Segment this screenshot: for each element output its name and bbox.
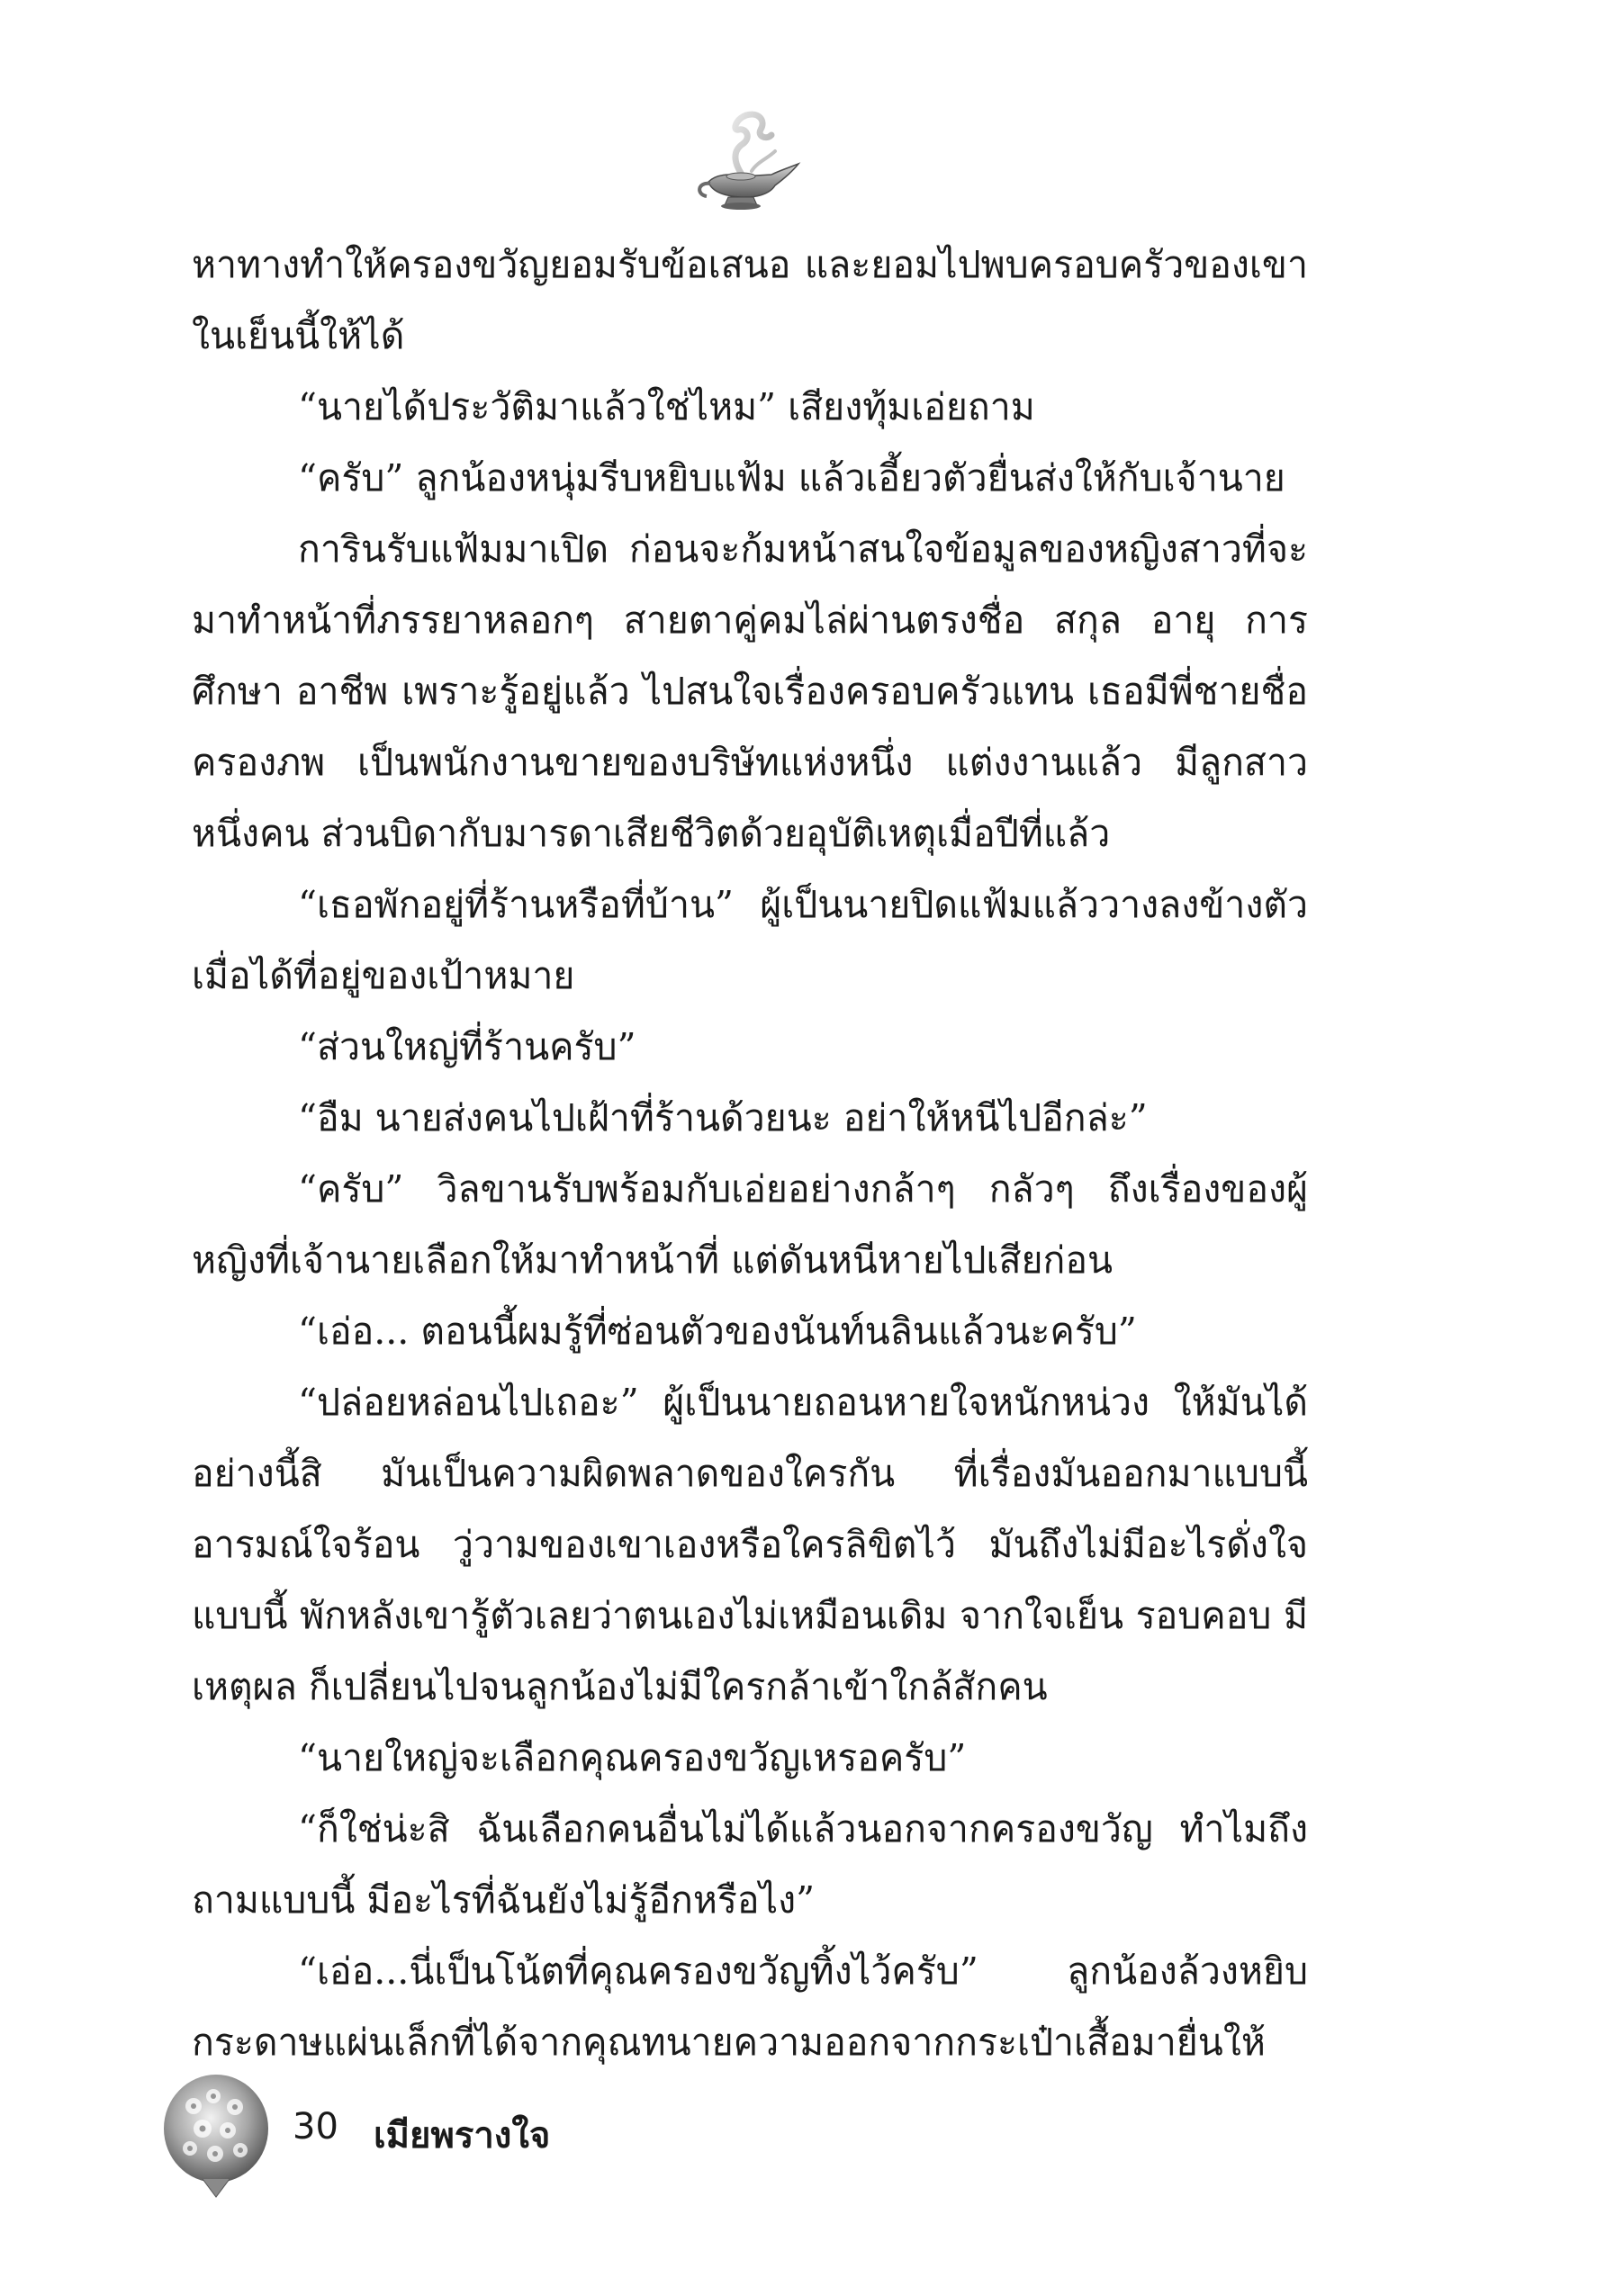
paragraph: “ครับ” วิลขานรับพร้อมกับเอ่ยอย่างกล้าๆ กลัวๆ ถึงเรื่องของผู้หญิงที่เจ้านายเลือกให้มาทำหน้าที่ แต่ดันหนีหายไปเสียก่อน <box>192 1167 1308 1282</box>
paragraph: “เธอพักอยู่ที่ร้านหรือที่บ้าน” ผู้เป็นนายปิดแฟ้มแล้ววางลงข้างตัวเมื่อได้ที่อยู่ของเป้าหมาย <box>192 883 1308 997</box>
paragraph: “เอ่อ... ตอนนี้ผมรู้ที่ซ่อนตัวของนันท์นลินแล้วนะครับ” <box>298 1310 1137 1353</box>
paragraph: “นายได้ประวัติมาแล้วใช่ไหม” เสียงทุ้มเอ่ยถาม <box>298 385 1035 428</box>
book-title: เมียพรางใจ <box>374 2115 551 2156</box>
flower-bouquet-icon <box>158 2066 275 2201</box>
paragraph: “อืม นายส่งคนไปเฝ้าที่ร้านด้วยนะ อย่าให้หนีไปอีกล่ะ” <box>298 1096 1148 1139</box>
paragraph: “ส่วนใหญ่ที่ร้านครับ” <box>298 1025 636 1068</box>
paragraph: หาทางทำให้ครองขวัญยอมรับข้อเสนอ และยอมไปพบครอบครัวของเขาในเย็นนี้ให้ได้ <box>192 243 1308 357</box>
paragraph: การินรับแฟ้มมาเปิด ก่อนจะก้มหน้าสนใจข้อมูลของหญิงสาวที่จะมาทำหน้าที่ภรรยาหลอกๆ สายตาคู่คมไล่ผ่านตรงชื่อ สกุล อายุ การศึกษา อาชีพ เพราะรู้อยู่แล้ว ไปสนใจเรื่องครอบครัวแทน เธอมีพี่ชายชื่อครองภพ เป็นพนักงานขายของบริษัทแห่งหนึ่ง แต่งงานแล้ว มีลูกสาวหนึ่งคน ส่วนบิดากับมารดาเสียชีวิตด้วยอุบัติเหตุเมื่อปีที่แล้ว <box>192 527 1308 855</box>
paragraph: “เอ่อ...นี่เป็นโน้ตที่คุณครองขวัญทิ้งไว้ครับ” ลูกน้องล้วงหยิบกระดาษแผ่นเล็กที่ได้จากคุณทนายความออกจากกระเป๋าเสื้อมายื่นให้ <box>192 1949 1308 2064</box>
page-footer <box>158 2066 788 2201</box>
paragraph: “นายใหญ่จะเลือกคุณครองขวัญเหรอครับ” <box>298 1736 967 1779</box>
paragraph: “ครับ” ลูกน้องหนุ่มรีบหยิบแฟ้ม แล้วเอี้ยวตัวยื่นส่งให้กับเจ้านาย <box>298 456 1285 500</box>
genie-lamp-icon <box>689 108 806 216</box>
page-number: 30 <box>293 2106 338 2147</box>
body-text <box>192 230 1308 2078</box>
paragraph: “ปล่อยหล่อนไปเถอะ” ผู้เป็นนายถอนหายใจหนักหน่วง ให้มันได้อย่างนี้สิ มันเป็นความผิดพลาดของใครกัน ที่เรื่องมันออกมาแบบนี้ อารมณ์ใจร้อน วู่วามของเขาเองหรือใครลิขิตไว้ มันถึงไม่มีอะไรดั่งใจแบบนี้ พักหลังเขารู้ตัวเลยว่าตนเองไม่เหมือนเดิม จากใจเย็น รอบคอบ มีเหตุผล ก็เปลี่ยนไปจนลูกน้องไม่มีใครกล้าเข้าใกล้สักคน <box>192 1381 1308 1708</box>
paragraph: “ก็ใช่น่ะสิ ฉันเลือกคนอื่นไม่ได้แล้วนอกจากครองขวัญ ทำไมถึงถามแบบนี้ มีอะไรที่ฉันยังไม่รู้อีกหรือไง” <box>192 1807 1308 1922</box>
